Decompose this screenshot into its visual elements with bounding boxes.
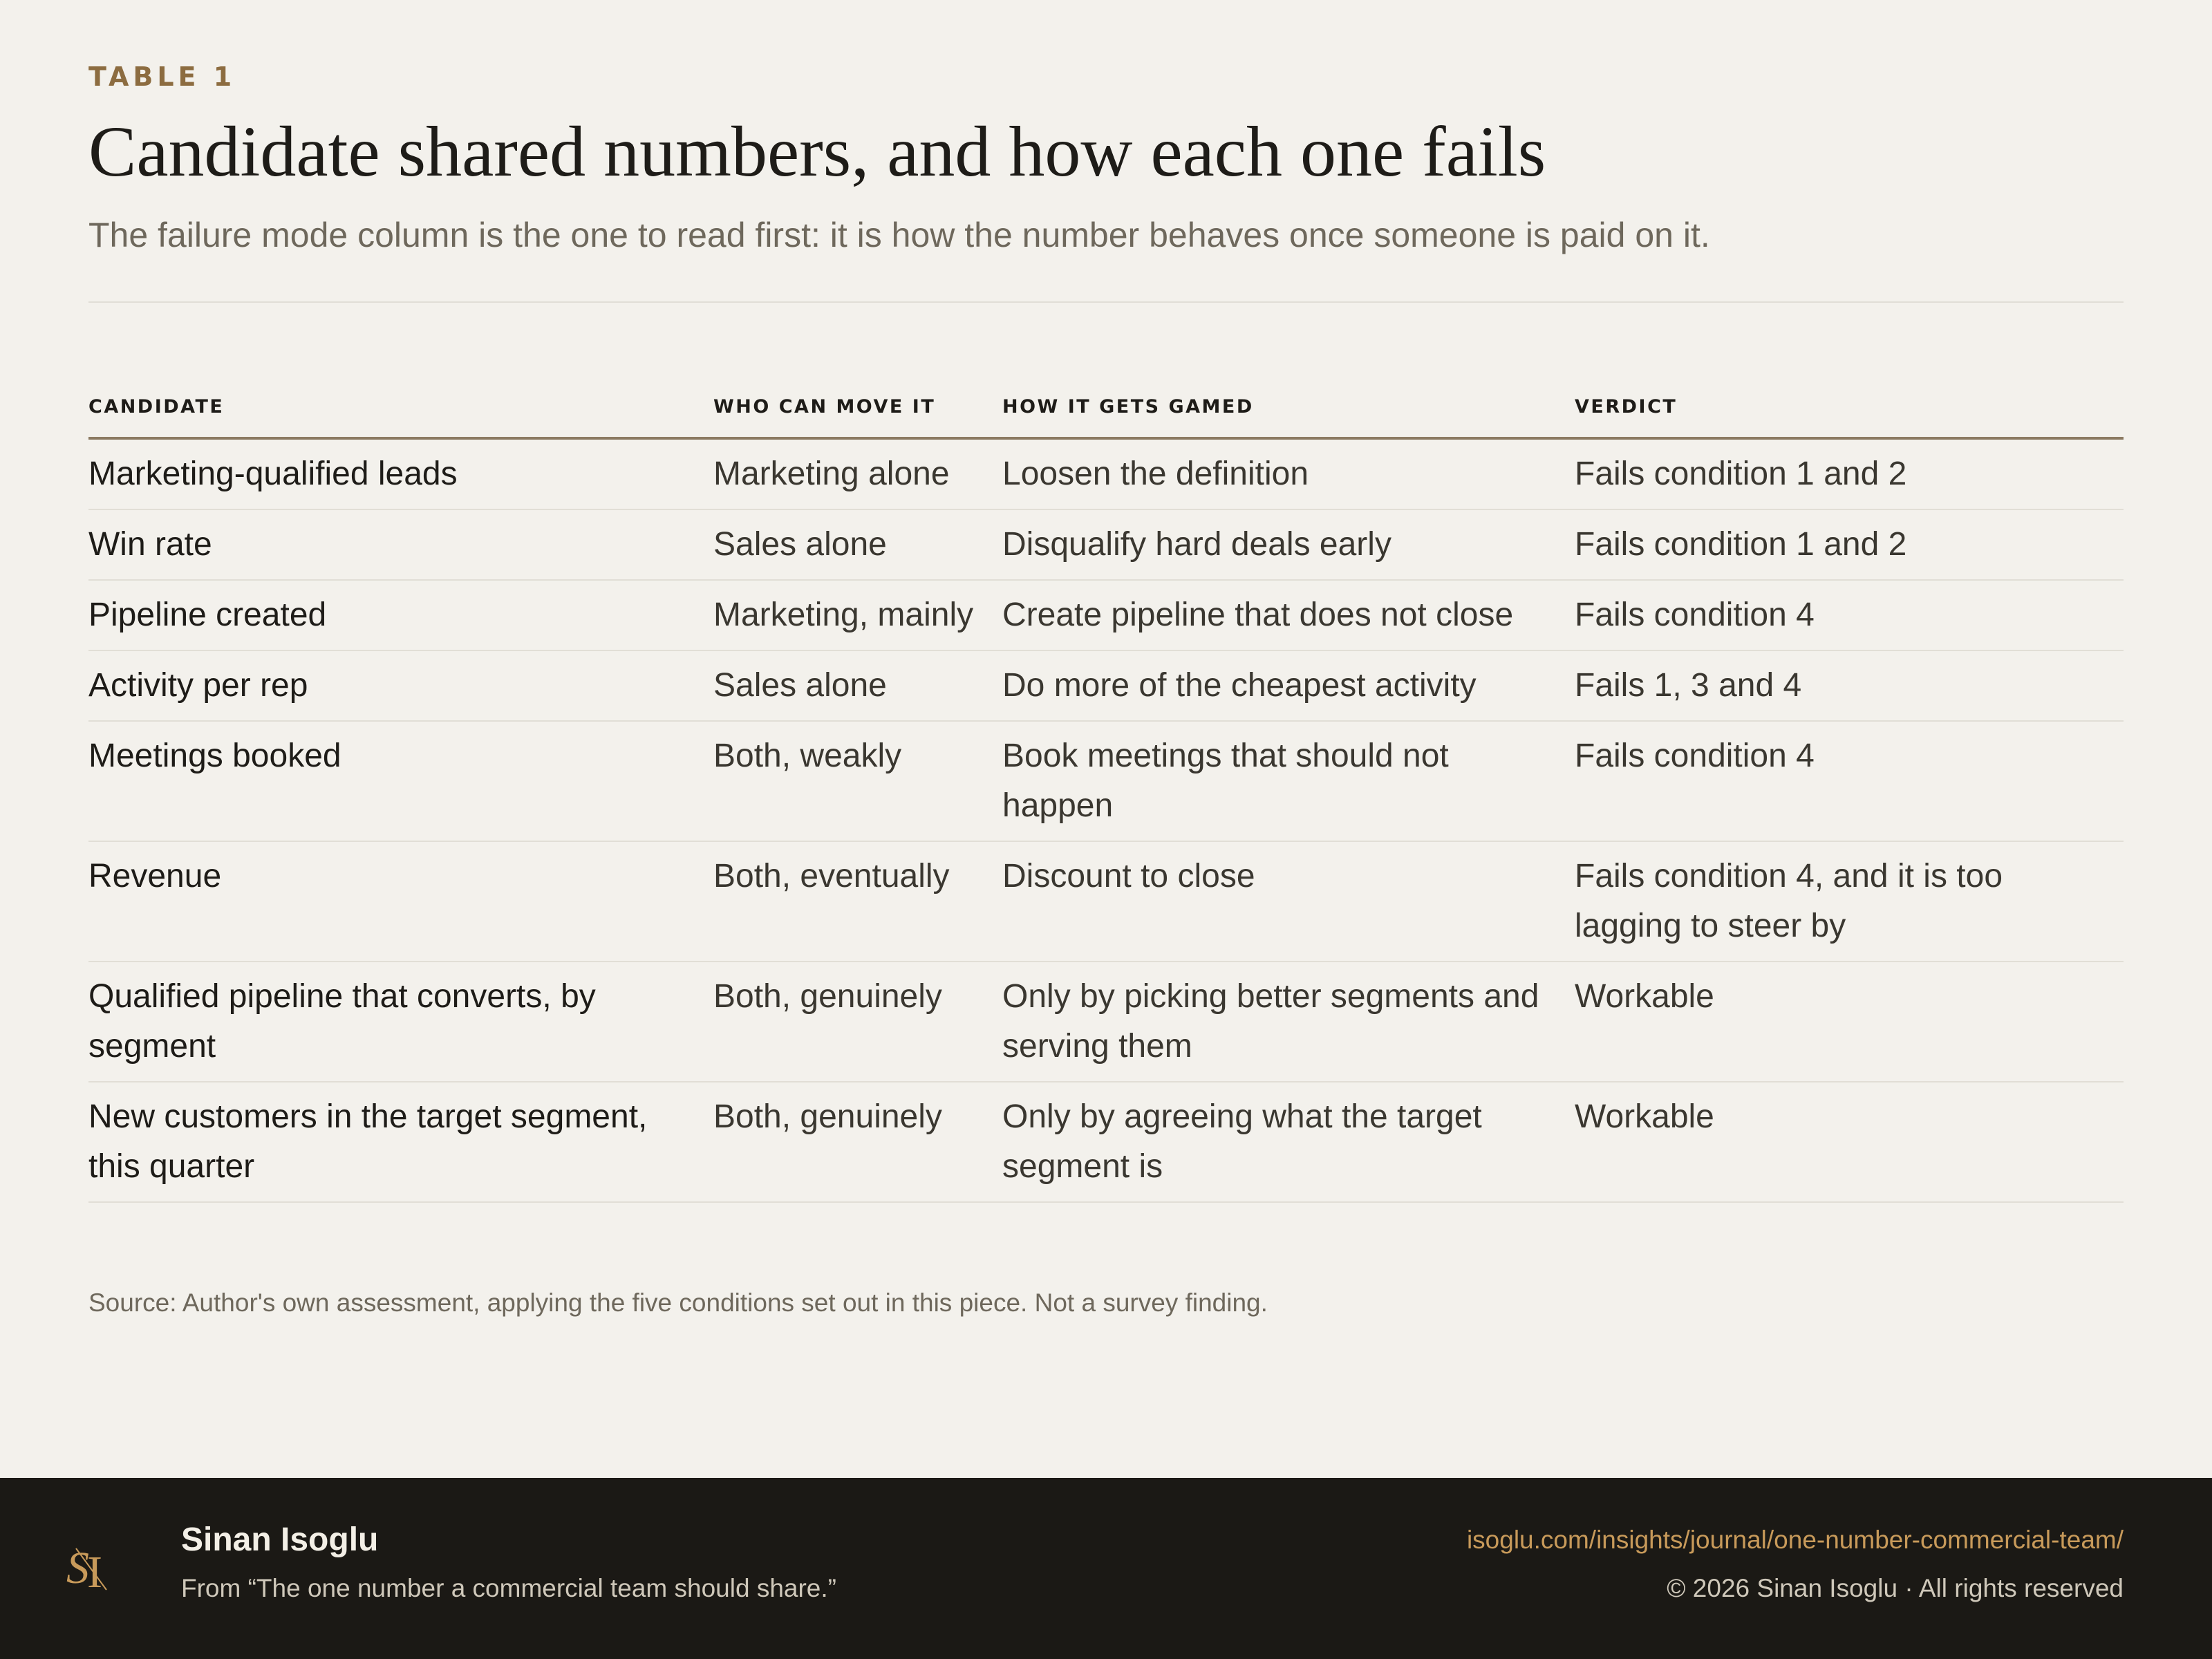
cell-verdict: Workable (1575, 962, 2124, 1082)
article-reference: From “The one number a commercial team should share.” (181, 1574, 836, 1602)
cell-candidate: Pipeline created (88, 580, 713, 650)
author-name: Sinan Isoglu (181, 1521, 379, 1558)
cell-candidate: Marketing-qualified leads (88, 438, 713, 509)
table-row (88, 721, 2124, 841)
cell-who-can-move-it: Sales alone (713, 509, 1002, 580)
cell-how-it-gets-gamed: Book meetings that should not happen (1002, 721, 1575, 841)
cell-how-it-gets-gamed: Only by agreeing what the target segment is (1002, 1082, 1575, 1202)
table-row (88, 438, 2124, 509)
cell-how-it-gets-gamed: Do more of the cheapest activity (1002, 650, 1575, 721)
cell-verdict: Fails condition 4, and it is too lagging to steer by (1575, 841, 2124, 962)
cell-candidate: Win rate (88, 509, 713, 580)
cell-verdict: Fails condition 4 (1575, 721, 2124, 841)
table-label: TABLE 1 (88, 62, 236, 92)
page-title: Candidate shared numbers, and how each one fails (88, 112, 1546, 191)
article-table-card (88, 55, 2124, 1320)
table-row (88, 1082, 2124, 1202)
column-header-how-it-gets-gamed: HOW IT GETS GAMED (1002, 394, 1575, 438)
cell-verdict: Fails condition 1 and 2 (1575, 438, 2124, 509)
svg-text:I: I (87, 1547, 102, 1597)
cell-who-can-move-it: Both, genuinely (713, 962, 1002, 1082)
table-row (88, 962, 2124, 1082)
table-row (88, 841, 2124, 962)
cell-verdict: Fails 1, 3 and 4 (1575, 650, 2124, 721)
header-divider (88, 301, 2124, 303)
copyright-notice: © 2026 Sinan Isoglu · All rights reserved (1667, 1574, 2124, 1602)
page-subtitle: The failure mode column is the one to read first: it is how the number behaves once someone is paid on it. (88, 216, 1710, 254)
table-row (88, 580, 2124, 650)
cell-who-can-move-it: Sales alone (713, 650, 1002, 721)
cell-verdict: Fails condition 1 and 2 (1575, 509, 2124, 580)
cell-who-can-move-it: Both, weakly (713, 721, 1002, 841)
column-header-who-can-move-it: WHO CAN MOVE IT (713, 394, 1002, 438)
cell-how-it-gets-gamed: Disqualify hard deals early (1002, 509, 1575, 580)
cell-verdict: Workable (1575, 1082, 2124, 1202)
table-row (88, 650, 2124, 721)
cell-how-it-gets-gamed: Create pipeline that does not close (1002, 580, 1575, 650)
cell-candidate: New customers in the target segment, this quarter (88, 1082, 713, 1202)
cell-how-it-gets-gamed: Discount to close (1002, 841, 1575, 962)
column-header-verdict: VERDICT (1575, 394, 2124, 438)
candidates-table (88, 394, 2124, 1203)
table-header-row (88, 394, 2124, 438)
cell-verdict: Fails condition 4 (1575, 580, 2124, 650)
table-row (88, 509, 2124, 580)
cell-candidate: Activity per rep (88, 650, 713, 721)
cell-who-can-move-it: Marketing alone (713, 438, 1002, 509)
cell-how-it-gets-gamed: Only by picking better segments and serving them (1002, 962, 1575, 1082)
footer-bar (0, 1478, 2212, 1659)
si-monogram-icon (64, 1537, 119, 1600)
cell-who-can-move-it: Marketing, mainly (713, 580, 1002, 650)
column-header-candidate: CANDIDATE (88, 394, 713, 438)
source-note: Source: Author's own assessment, applying the five conditions set out in this piece. Not a survey finding. (88, 1288, 1268, 1317)
cell-candidate: Meetings booked (88, 721, 713, 841)
article-url-link[interactable]: isoglu.com/insights/journal/one-number-commercial-team/ (1466, 1526, 2124, 1554)
cell-who-can-move-it: Both, genuinely (713, 1082, 1002, 1202)
cell-candidate: Qualified pipeline that converts, by segment (88, 962, 713, 1082)
svg-text:S: S (66, 1543, 89, 1593)
cell-who-can-move-it: Both, eventually (713, 841, 1002, 962)
cell-how-it-gets-gamed: Loosen the definition (1002, 438, 1575, 509)
cell-candidate: Revenue (88, 841, 713, 962)
